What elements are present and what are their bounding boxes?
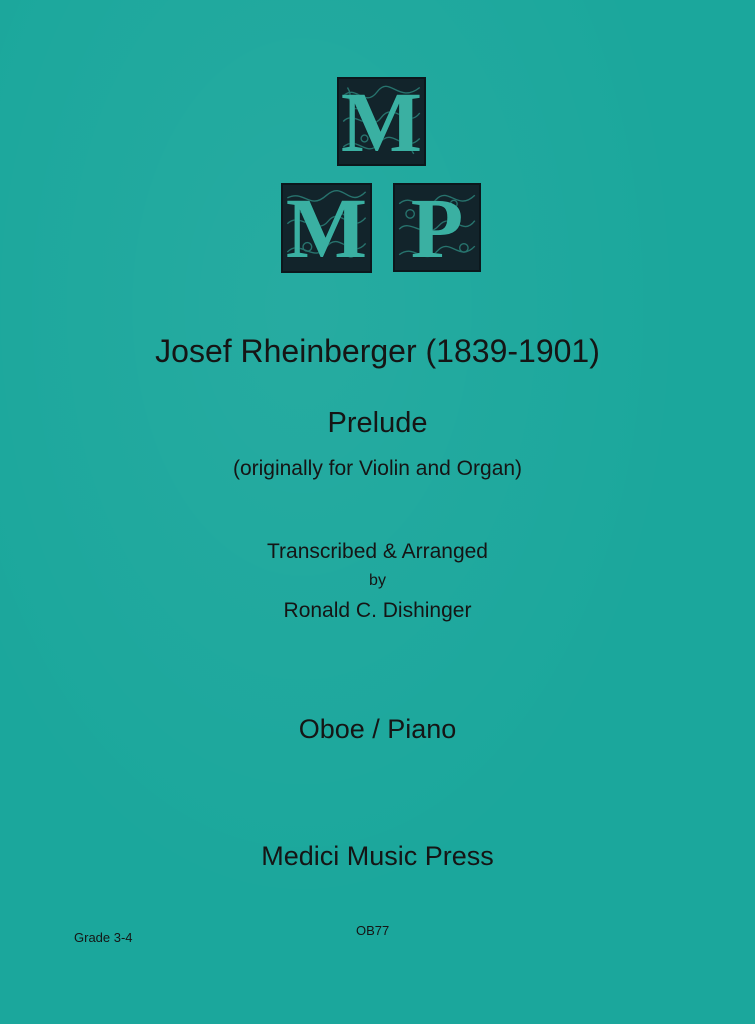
publisher-logo-tile-m-top — [337, 77, 426, 166]
logo-letter-m: M — [285, 183, 368, 273]
arranger-name: Ronald C. Dishinger — [283, 599, 472, 622]
publisher-logo-tile-m-left — [281, 183, 372, 273]
logo-letter-p: P — [410, 183, 464, 272]
catalog-number: OB77 — [356, 923, 390, 938]
logo-letter-m: M — [340, 77, 423, 166]
work-title: Prelude — [327, 407, 428, 439]
instrumentation: Oboe / Piano — [298, 714, 457, 744]
grade-level: Grade 3-4 — [74, 930, 133, 945]
publisher-logo-tile-p — [393, 183, 481, 272]
composer-name: Josef Rheinberger (1839-1901) — [155, 333, 600, 369]
arrangement-credit: Transcribed & Arranged — [266, 540, 488, 563]
original-instrumentation: (originally for Violin and Organ) — [232, 457, 523, 480]
publisher-name: Medici Music Press — [261, 841, 494, 871]
arrangement-credit-by: by — [369, 572, 386, 589]
